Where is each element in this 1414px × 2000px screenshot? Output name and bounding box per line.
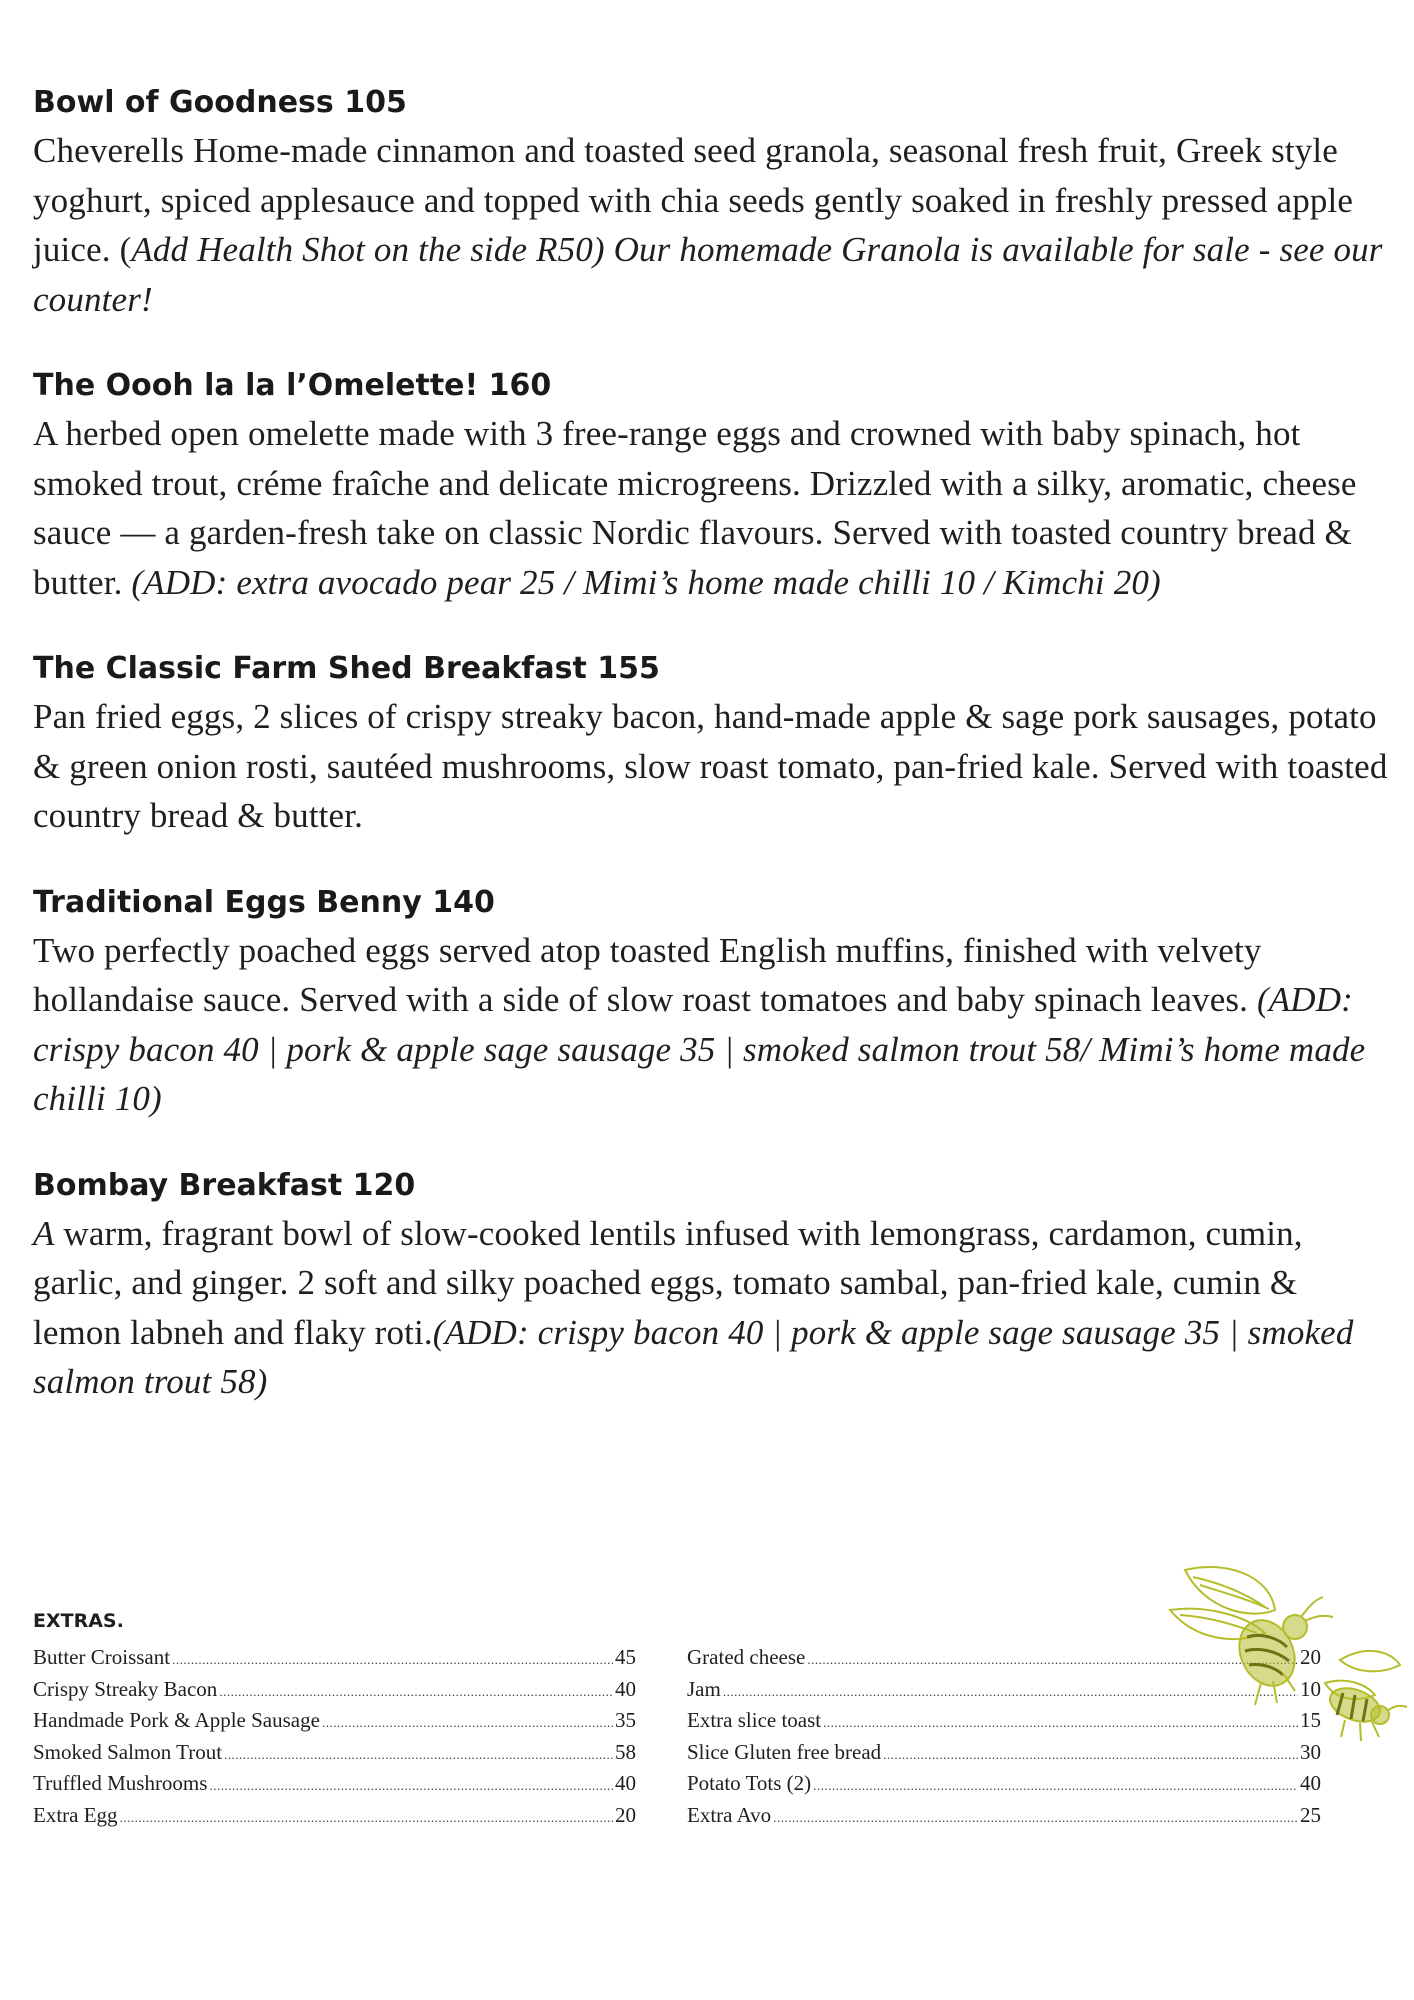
item-title: The Oooh la la l’Omelette! 160 [33, 368, 552, 403]
item-title: Bowl of Goodness 105 [33, 85, 407, 120]
extras-row: Butter Croissant ..... 45 [33, 1642, 636, 1674]
menu-item [33, 884, 1393, 1124]
extras-row: Potato Tots (2) ..... 40 [687, 1768, 1321, 1800]
extras-row: Crispy Streaky Bacon ..... 40 [33, 1674, 636, 1706]
item-description: Pan fried eggs, 2 slices of crispy streaky bacon, hand-made apple & sage pork sausages, potato & green onion rosti, sautéed mushrooms, slow roast tomato, pan-fried kale. Served with toasted country bread & butter. [33, 697, 1388, 835]
extras-row: Smoked Salmon Trout ..... 58 [33, 1737, 636, 1769]
item-description: A warm, fragrant bowl of slow-cooked lentils infused with lemongrass, cardamon, cumin, garlic, and ginger. 2 soft and silky poached eggs, tomato sambal, pan-fried kale, cumin & lemon labneh and flaky roti.(ADD: crispy bacon 40 | pork & apple sage sausage 35 | smoked salmon trout 58) [33, 1213, 1354, 1401]
extras-row: Extra slice toast ..... 15 [687, 1705, 1321, 1737]
extras-row: Truffled Mushrooms ..... 40 [33, 1768, 636, 1800]
extras-row: Handmade Pork & Apple Sausage ..... 35 [33, 1705, 636, 1737]
item-description: Two perfectly poached eggs served atop toasted English muffins, finished with velvety hollandaise sauce. Served with a side of slow roast tomatoes and baby spinach leaves. (ADD: crispy bacon 40 | pork & apple sage sausage 35 | smoked salmon trout 58/ Mimi’s home made chilli 10) [33, 930, 1366, 1118]
item-description: A herbed open omelette made with 3 free-range eggs and crowned with baby spinach, hot smoked trout, créme fraîche and delicate microgreens. Drizzled with a silky, aromatic, cheese sauce — a garden-fresh take on classic Nordic flavours. Served with toasted country bread & butter. (ADD: extra avocado pear 25 / Mimi’s home made chilli 10 / Kimchi 20) [33, 414, 1357, 602]
extras-row: Grated cheese ..... 20 [687, 1642, 1321, 1674]
item-description: Cheverells Home-made cinnamon and toasted seed granola, seasonal fresh fruit, Greek style yoghurt, spiced applesauce and topped with chia seeds gently soaked in freshly pressed apple juice. (Add Health Shot on the side R50) Our homemade Granola is available for sale - see our counter! [33, 131, 1383, 319]
item-title: Bombay Breakfast 120 [33, 1167, 416, 1203]
extras-columns [33, 1642, 1333, 1842]
extras-left-column [33, 1642, 636, 1831]
menu-item [33, 650, 1393, 841]
small-bee-icon [1325, 1651, 1407, 1741]
extras-row: Jam ..... 10 [687, 1674, 1321, 1706]
menu-item [33, 84, 1393, 324]
extras-title: EXTRAS. [33, 1610, 124, 1632]
bee-illustration [1165, 1565, 1410, 1760]
extras-section [33, 1610, 1333, 1842]
menu-items [33, 84, 1393, 1450]
extras-row: Extra Egg ..... 20 [33, 1800, 636, 1832]
extras-row: Extra Avo ..... 25 [687, 1800, 1321, 1832]
item-title: Traditional Eggs Benny 140 [33, 884, 495, 920]
menu-item [33, 367, 1393, 607]
item-title: The Classic Farm Shed Breakfast 155 [33, 651, 660, 686]
menu-item [33, 1167, 1393, 1407]
extras-row: Slice Gluten free bread ..... 30 [687, 1737, 1321, 1769]
bee-icon [1170, 1567, 1333, 1705]
